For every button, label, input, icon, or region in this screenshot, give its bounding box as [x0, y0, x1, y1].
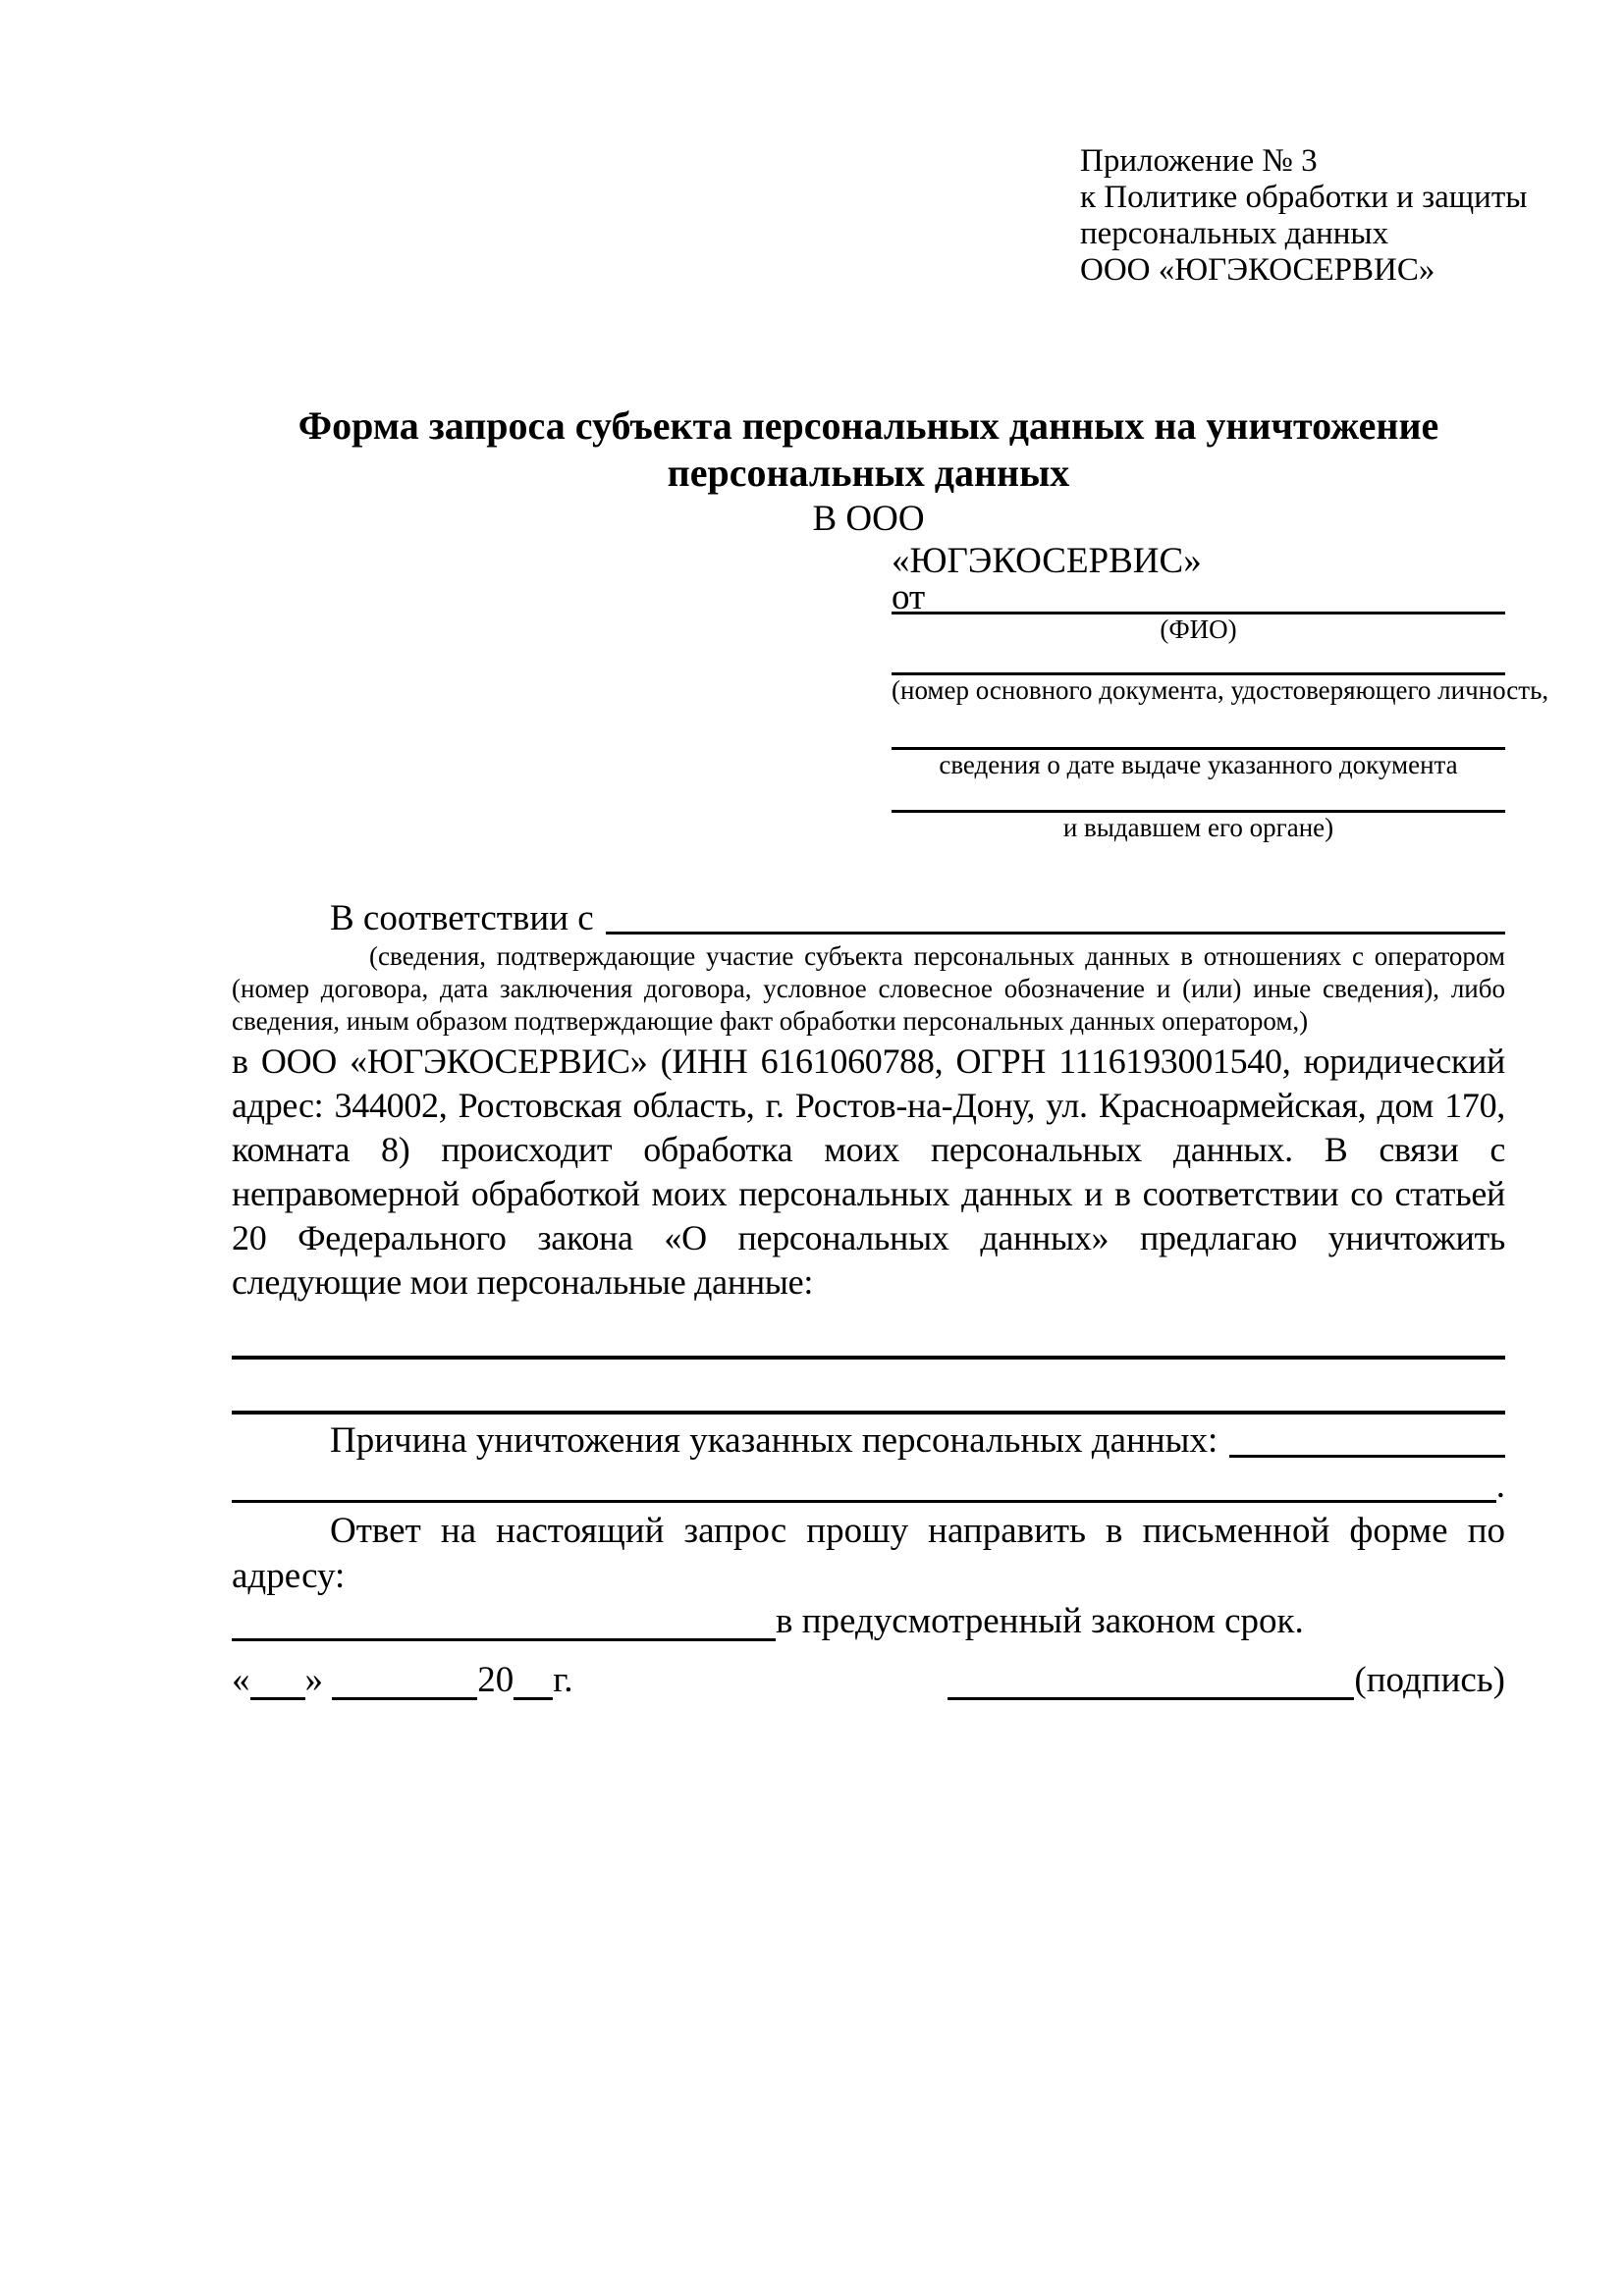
response-suffix: в предусмотренный законом срок.: [776, 1601, 1304, 1641]
response-request-line: Ответ на настоящий запрос прошу направить в письменной форме по адресу:: [232, 1511, 1505, 1596]
date-year-blank: [514, 1661, 553, 1700]
response-address-blank-line: [232, 1602, 776, 1641]
response-address-row: [232, 1599, 1505, 1644]
date-year-prefix: 20: [477, 1660, 514, 1700]
reason-blank-line: [1229, 1455, 1505, 1458]
date-month-blank: [332, 1661, 477, 1700]
from-label: от: [892, 577, 926, 617]
appendix-header-line: Приложение № 3: [1080, 143, 1318, 179]
date-close-quote: »: [304, 1660, 323, 1700]
body-section: [232, 897, 1505, 1703]
signature-blank-line: [947, 1661, 1354, 1700]
issue-date-caption: сведения о дате выдаче указанного документа: [939, 750, 1458, 779]
form-title-line-2: персональных данных: [667, 451, 1070, 495]
line-terminator: .: [1495, 1466, 1505, 1506]
accordance-blank-line: [606, 932, 1505, 934]
reason-label: Причина уничтожения указанных персональных данных:: [330, 1420, 1218, 1461]
date-day-blank: [250, 1661, 305, 1700]
addressee-block: [892, 539, 1549, 842]
appendix-header-line: ООО «ЮГЭКОСЕРВИС»: [1080, 252, 1435, 288]
appendix-header: [1080, 143, 1527, 289]
date-open-quote: «: [232, 1660, 250, 1700]
main-paragraph: в ООО «ЮГЭКОСЕРВИС» (ИНН 6161060788, ОГРН 1116193001540, юридический адрес: 344002, Ростовская область, г. Ростов-на-Дону, ул. Красноармейская, дом 170, комната 8) происходит обработка моих персональных данных. В связи с неправомерной обработкой моих персональных данных и в соответствии со статьей 20 Федерального закона «О персональных данных» предлагаю уничтожить следующие мои персональные данные:: [232, 1041, 1505, 1302]
doc-number-caption: (номер основного документа, удостоверяющего личность,: [892, 675, 1549, 705]
accordance-footnote: (сведения, подтверждающие участие субъекта персональных данных в отношениях с оператором (номер договора, дата заключения договора, условное словесное обозначение и (или) иные сведения), либо сведения, иным образом подтверждающие факт обработки персональных данных оператором,): [232, 941, 1505, 1036]
reason-row: [232, 1418, 1505, 1464]
fio-caption: (ФИО): [1160, 614, 1237, 644]
signature-field: [947, 1658, 1505, 1703]
date-year-suffix: г.: [553, 1660, 573, 1700]
appendix-header-line: к Политике обработки и защиты: [1080, 180, 1528, 215]
data-blank-line-1: [232, 1305, 1505, 1360]
reason-continuation-row: [232, 1464, 1505, 1509]
form-title-line-1: Форма запроса субъекта персональных данных на уничтожение: [298, 403, 1439, 448]
signature-caption: (подпись): [1354, 1660, 1505, 1700]
accordance-row: [232, 897, 1505, 940]
issuing-authority-caption: и выдавшем его органе): [1062, 813, 1334, 842]
reason-continuation-blank-line: [232, 1500, 1496, 1503]
addressee-to-label: В ООО: [812, 499, 925, 539]
appendix-header-line: персональных данных: [1080, 216, 1389, 251]
footer-row: [232, 1658, 1505, 1703]
data-blank-line-2: [232, 1360, 1505, 1415]
title-block: [232, 402, 1505, 541]
accordance-label: В соответствии с: [330, 898, 594, 938]
date-field: [232, 1658, 573, 1703]
addressee-org-name: «ЮГЭКОСЕРВИС»: [892, 541, 1202, 581]
